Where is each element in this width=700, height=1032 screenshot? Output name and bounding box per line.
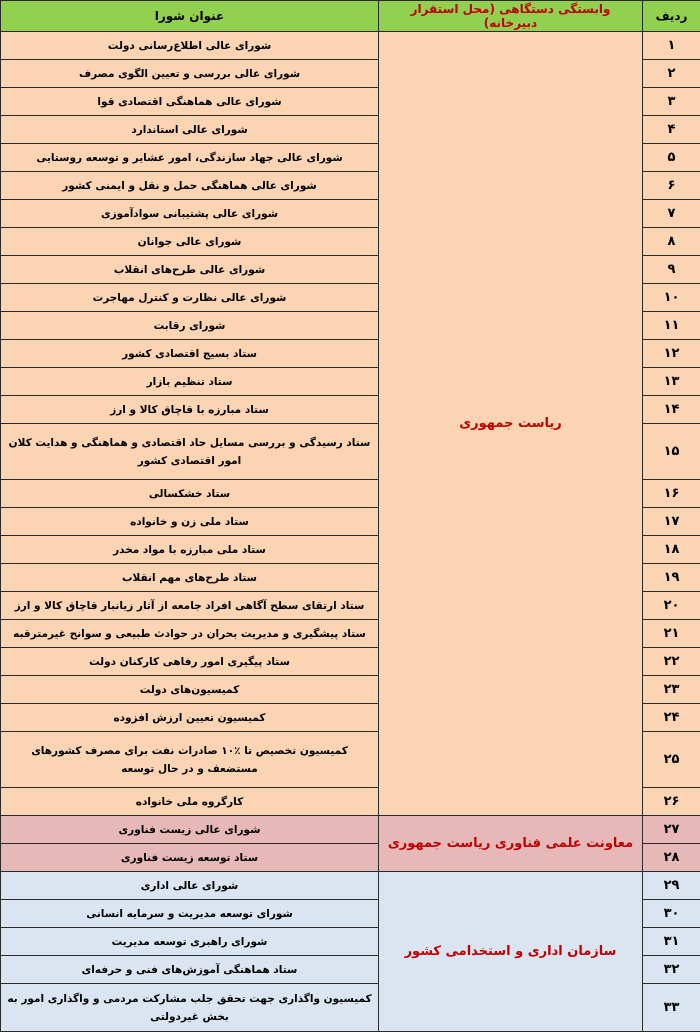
row-title: ستاد مبارزه با قاچاق کالا و ارز: [1, 396, 379, 424]
row-title: شورای عالی نظارت و کنترل مهاجرت: [1, 284, 379, 312]
row-title: شورای راهبری توسعه مدیریت: [1, 928, 379, 956]
row-title: شورای عالی طرح‌های انقلاب: [1, 256, 379, 284]
group-affiliation: معاونت علمی فناوری ریاست جمهوری: [379, 816, 643, 872]
row-title: ستاد ملی مبارزه با مواد مخدر: [1, 536, 379, 564]
row-title: شورای عالی بررسی و تعیین الگوی مصرف: [1, 60, 379, 88]
row-title: ستاد توسعه زیست فناوری: [1, 844, 379, 872]
row-index: ۳۰: [643, 900, 700, 928]
row-title: شورای عالی جهاد سازندگی، امور عشایر و توسعه روستایی: [1, 144, 379, 172]
row-index: ۲۷: [643, 816, 700, 844]
row-index: ۲۵: [643, 732, 700, 788]
table-body: [1, 32, 700, 1032]
row-index: ۲۳: [643, 676, 700, 704]
row-title: ستاد ارتقای سطح آگاهی افراد جامعه از آثار زیانبار قاچاق کالا و ارز: [1, 592, 379, 620]
row-title: شورای توسعه مدیریت و سرمایه انسانی: [1, 900, 379, 928]
header-title: عنوان شورا: [1, 1, 379, 32]
row-title: شورای عالی جوانان: [1, 228, 379, 256]
header-index: ردیف: [643, 1, 700, 32]
row-index: ۶: [643, 172, 700, 200]
row-index: ۵: [643, 144, 700, 172]
row-title: شورای عالی اداری: [1, 872, 379, 900]
row-index: ۱۲: [643, 340, 700, 368]
group-affiliation: ریاست جمهوری: [379, 32, 643, 816]
row-index: ۲۱: [643, 620, 700, 648]
row-index: ۹: [643, 256, 700, 284]
row-index: ۱۶: [643, 480, 700, 508]
row-index: ۳: [643, 88, 700, 116]
row-title: شورای رقابت: [1, 312, 379, 340]
row-title: شورای عالی زیست فناوری: [1, 816, 379, 844]
row-index: ۱۳: [643, 368, 700, 396]
row-index: ۱: [643, 32, 700, 60]
header-row: [1, 1, 700, 32]
row-index: ۲۹: [643, 872, 700, 900]
row-index: ۲۸: [643, 844, 700, 872]
row-title: ستاد پیشگیری و مدیریت بحران در حوادث طبیعی و سوانح غیرمترقبه: [1, 620, 379, 648]
row-index: ۷: [643, 200, 700, 228]
row-title: ستاد طرح‌های مهم انقلاب: [1, 564, 379, 592]
row-title: شورای عالی هماهنگی حمل و نقل و ایمنی کشور: [1, 172, 379, 200]
row-title: کارگروه ملی خانواده: [1, 788, 379, 816]
row-index: ۱۹: [643, 564, 700, 592]
row-index: ۲۰: [643, 592, 700, 620]
row-title: شورای عالی اطلاع‌رسانی دولت: [1, 32, 379, 60]
row-index: ۱۵: [643, 424, 700, 480]
row-index: ۱۷: [643, 508, 700, 536]
table-row: [1, 872, 700, 900]
row-index: ۴: [643, 116, 700, 144]
row-index: ۱۱: [643, 312, 700, 340]
row-title: کمیسیون‌های دولت: [1, 676, 379, 704]
row-title: شورای عالی استاندارد: [1, 116, 379, 144]
row-title: ستاد پیگیری امور رفاهی کارکنان دولت: [1, 648, 379, 676]
group-affiliation: سازمان اداری و استخدامی کشور: [379, 872, 643, 1032]
row-index: ۸: [643, 228, 700, 256]
row-index: ۳۱: [643, 928, 700, 956]
row-title: ستاد رسیدگی و بررسی مسایل حاد اقتصادی و هماهنگی و هدایت کلان امور اقتصادی کشور: [1, 424, 379, 480]
row-index: ۲۶: [643, 788, 700, 816]
row-index: ۳۲: [643, 956, 700, 984]
row-title: کمیسیون تعیین ارزش افزوده: [1, 704, 379, 732]
row-title: ستاد خشکسالی: [1, 480, 379, 508]
row-title: ستاد تنظیم بازار: [1, 368, 379, 396]
row-index: ۲۴: [643, 704, 700, 732]
row-title: شورای عالی هماهنگی اقتصادی قوا: [1, 88, 379, 116]
row-title: ستاد بسیج اقتصادی کشور: [1, 340, 379, 368]
row-title: کمیسیون واگذاری جهت تحقق جلب مشارکت مردمی و واگذاری امور به بخش غیردولتی: [1, 984, 379, 1032]
table-row: [1, 32, 700, 60]
row-index: ۲: [643, 60, 700, 88]
row-title: کمیسیون تخصیص تا ٪۱۰ صادرات نفت برای مصرف کشورهای مستضعف و در حال توسعه: [1, 732, 379, 788]
row-index: ۳۳: [643, 984, 700, 1032]
row-title: ستاد هماهنگی آموزش‌های فنی و حرفه‌ای: [1, 956, 379, 984]
row-index: ۱۰: [643, 284, 700, 312]
header-affiliation: وابستگی دستگاهی (محل استقرار دبیرخانه): [379, 1, 643, 32]
row-index: ۲۲: [643, 648, 700, 676]
table-row: [1, 816, 700, 844]
row-index: ۱۴: [643, 396, 700, 424]
row-index: ۱۸: [643, 536, 700, 564]
row-title: ستاد ملی زن و خانواده: [1, 508, 379, 536]
row-title: شورای عالی پشتیبانی سوادآموزی: [1, 200, 379, 228]
